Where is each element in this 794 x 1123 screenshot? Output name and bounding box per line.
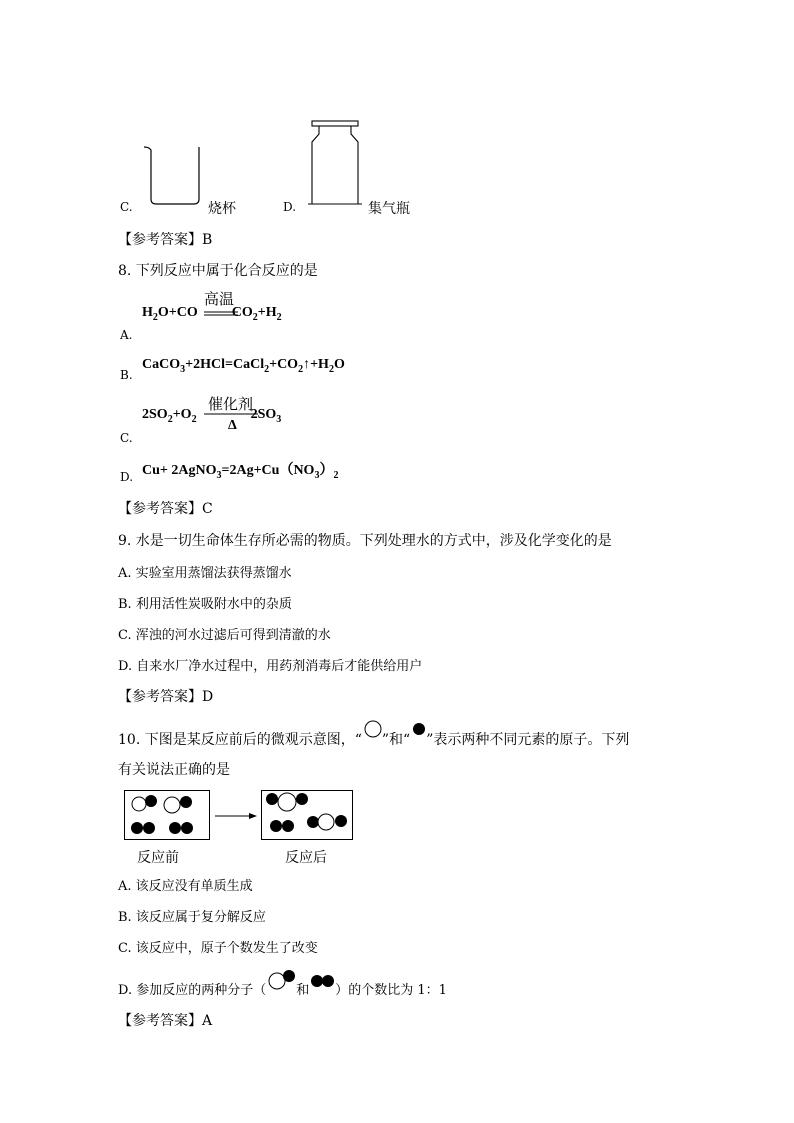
q9-option-b: B. 利用活性炭吸附水中的杂质: [118, 597, 292, 612]
q8-a-sub1: 2: [152, 312, 158, 323]
q8-b-p3: +CO: [269, 357, 299, 372]
q8-b-p1: CaCO: [142, 357, 181, 372]
q8-b-p2: +2HCl=CaCl: [185, 357, 265, 372]
q10-option-a: A. 该反应没有单质生成: [118, 879, 253, 894]
q10-stem-line1: [118, 729, 629, 749]
black-black-molecule-icon: [309, 982, 335, 994]
q8-a-sub2: 2: [252, 312, 258, 323]
q8-b-s3: 2: [298, 364, 304, 375]
q8-option-c-letter: C.: [120, 431, 133, 445]
q8-a-sub3: 2: [276, 312, 282, 323]
q8-b-p5: O: [333, 357, 345, 372]
white-atom-icon: [362, 732, 382, 744]
q8-stem: 8. 下列反应中属于化合反应的是: [118, 263, 318, 279]
q10-d-part1: D. 参加反应的两种分子（: [118, 983, 267, 998]
q8-d-p2: =2Ag+Cu（NO: [221, 463, 315, 478]
q8-c-p2: +O: [172, 407, 192, 422]
white-black-molecule-icon: [266, 982, 296, 994]
q9-option-a: A. 实验室用蒸馏法获得蒸馏水: [118, 566, 292, 581]
q10-option-b: B. 该反应属于复分解反应: [118, 910, 266, 925]
q7-option-c-letter: C.: [120, 200, 133, 214]
q8-d-s3: 2: [333, 470, 339, 481]
before-reaction-label: 反应前: [137, 850, 179, 866]
q8-option-b-letter: B.: [120, 368, 133, 382]
q8-a-left: H: [142, 305, 153, 320]
q8-a-condition: 高温: [204, 290, 235, 308]
reaction-arrow: [215, 812, 257, 820]
q8-c-condition-bottom: Δ: [228, 418, 237, 433]
q8-c-s3: 3: [276, 414, 282, 425]
after-reaction-label: 反应后: [285, 850, 327, 866]
q10-option-c: C. 该反应中，原子个数发生了改变: [118, 941, 318, 956]
q8-d-p3: ）: [319, 463, 334, 478]
q8-answer: 【参考答案】C: [118, 501, 213, 517]
q9-answer: 【参考答案】D: [118, 689, 214, 705]
q8-a-right2: +H: [257, 305, 277, 320]
q8-c-p3: 2SO: [250, 407, 277, 422]
q7-option-d-letter: D.: [283, 200, 297, 214]
gas-collecting-bottle-icon: [308, 120, 364, 210]
q8-d-s1: 3: [216, 470, 222, 481]
q8-b-s4: 2: [328, 364, 334, 375]
q7-option-c-label: 烧杯: [208, 201, 236, 217]
q8-b-p4: ↑+H: [303, 357, 329, 372]
q8-a-mid: O+CO: [157, 305, 198, 320]
q8-c-s2: 2: [191, 414, 197, 425]
q8-c-condition-top: 催化剂: [208, 395, 254, 413]
q8-option-d-equation: [142, 459, 338, 479]
q8-d-p1: Cu+ 2AgNO: [142, 463, 217, 478]
q8-c-s1: 2: [167, 414, 173, 425]
q8-option-b-equation: [142, 357, 345, 373]
q10-d-part2: 和: [296, 983, 310, 998]
q10-option-d: [118, 979, 447, 998]
q10-stem-part2: ”和“: [381, 732, 411, 748]
q10-stem-part3: ”表示两种不同元素的原子。下列: [426, 732, 630, 748]
black-atom-icon: [410, 732, 426, 744]
q8-c-p1: 2SO: [142, 407, 168, 422]
q9-option-d: D. 自来水厂净水过程中，用药剂消毒后才能供给用户: [118, 659, 423, 674]
q10-d-part3: ）的个数比为 1：1: [335, 983, 447, 998]
q7-answer: 【参考答案】B: [118, 232, 213, 248]
q8-option-d-letter: D.: [120, 470, 134, 484]
beaker-icon: [140, 144, 202, 206]
q9-option-c: C. 浑浊的河水过滤后可得到清澈的水: [118, 628, 331, 643]
q8-a-right1: CO: [231, 305, 253, 320]
before-reaction-diagram: [124, 790, 210, 840]
q10-stem-part1: 10. 下图是某反应前后的微观示意图，“: [118, 732, 362, 748]
q10-answer: 【参考答案】A: [118, 1013, 213, 1029]
q10-stem-line2: 有关说法正确的是: [118, 762, 230, 778]
q8-a-equals-sign: [204, 311, 238, 317]
q8-option-c-equation: [142, 407, 281, 423]
q8-b-s2: 2: [264, 364, 270, 375]
q8-b-s1: 3: [180, 364, 186, 375]
after-reaction-diagram: [261, 790, 353, 840]
q8-option-a-letter: A.: [120, 328, 133, 342]
q8-d-s2: 3: [314, 470, 320, 481]
q9-stem: 9. 水是一切生命体生存所必需的物质。下列处理水的方式中，涉及化学变化的是: [118, 533, 612, 549]
q7-option-d-label: 集气瓶: [368, 201, 410, 217]
